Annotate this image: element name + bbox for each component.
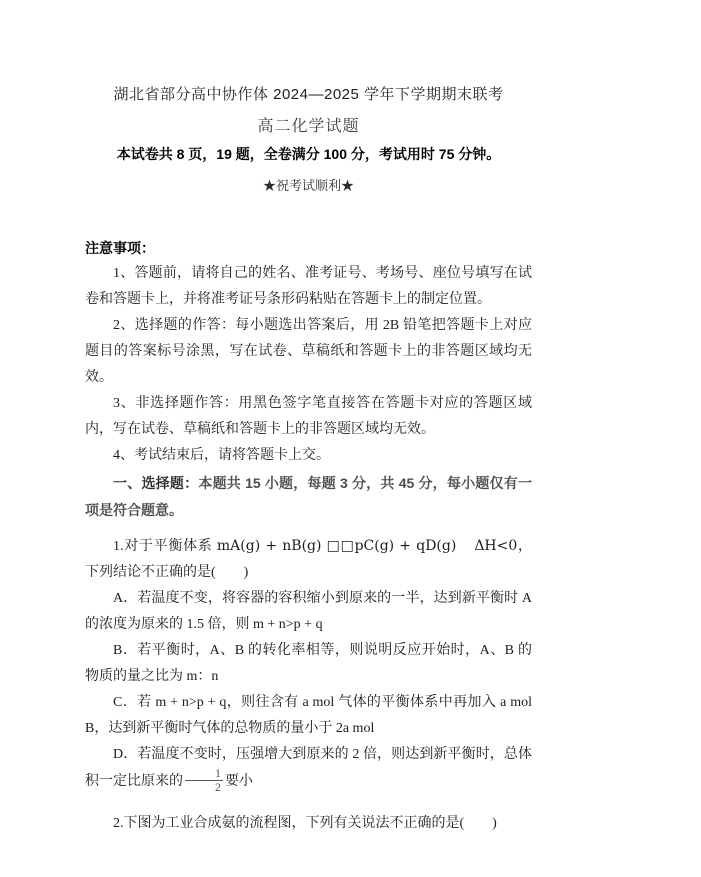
enthalpy-condition: ΔH<0 (474, 538, 518, 554)
question-1-option-d-prefix: D．若温度不变时，压强增大到原来的 2 倍，则达到新平衡时，总体积一定比原来的 (85, 747, 532, 789)
question-1-stem-prefix: 1.对于平衡体系 (113, 539, 217, 554)
exam-info-line: 本试卷共 8 页，19 题，全卷满分 100 分，考试用时 75 分钟。 (116, 146, 501, 162)
fraction-one-half (185, 767, 223, 794)
question-1-option-d-suffix: 要小 (225, 773, 253, 789)
notes-heading: 注意事项： (85, 240, 155, 256)
note-item-1: 1、答题前，请将自己的姓名、准考证号、考场号、座位号填写在试卷和答题卡上，并将准考证号条形码粘贴在答题卡上的制定位置。 (85, 266, 532, 307)
question-1 (85, 533, 532, 795)
note-item-4: 4、考试结束后，请将答题卡上交。 (113, 448, 330, 463)
section-description: 本题共 15 小题，每题 3 分，共 45 分，每小题仅有一项是符合题意。 (85, 475, 532, 518)
question-1-option-b: B．若平衡时，A、B 的转化率相等，则说明反应开始时，A、B 的物质的量之比为 m：n (85, 643, 532, 684)
question-2-stem: 2.下图为工业合成氨的流程图，下列有关说法不正确的是( ) (113, 816, 497, 832)
question-1-option-c: C．若 m + n>p + q，则往含有 a mol 气体的平衡体系中再加入 a mol B，达到新平衡时气体的总物质的量小于 2a mol (85, 695, 532, 736)
page-content (85, 86, 532, 837)
exam-subtitle: 高二化学试题 (257, 118, 360, 135)
fraction-numerator: 1 (185, 767, 223, 781)
question-1-stem-suffix: ，下列结论不正确的是( ) (85, 539, 533, 580)
exam-blessing: ★祝考试顺利★ (262, 178, 354, 193)
equilibrium-equation: mA(g) + nB(g) □□pC(g) + qD(g) (216, 538, 457, 554)
note-item-3: 3、非选择题作答：用黑色签字笔直接答在答题卡对应的答题区域内，写在试卷、草稿纸和答题卡上的非答题区域均无效。 (85, 396, 532, 437)
exam-title: 湖北省部分高中协作体 2024—2025 学年下学期期末联考 (113, 86, 504, 103)
question-1-stem (85, 533, 532, 586)
note-item-2: 2、选择题的作答：每小题选出答案后，用 2B 铅笔把答题卡上对应题目的答案标号涂黑，写在试卷、草稿纸和答题卡上的非答题区域均无效。 (85, 318, 532, 385)
question-1-option-a: A．若温度不变，将容器的容积缩小到原来的一半，达到新平衡时 A 的浓度为原来的 1.5 倍，则 m + n>p + q (85, 591, 532, 632)
notes-block (85, 235, 532, 469)
question-1-option-d (85, 742, 532, 795)
section-label: 一、选择题： (113, 475, 199, 491)
fraction-denominator: 2 (215, 780, 221, 795)
section-heading-choice-questions (85, 470, 532, 524)
